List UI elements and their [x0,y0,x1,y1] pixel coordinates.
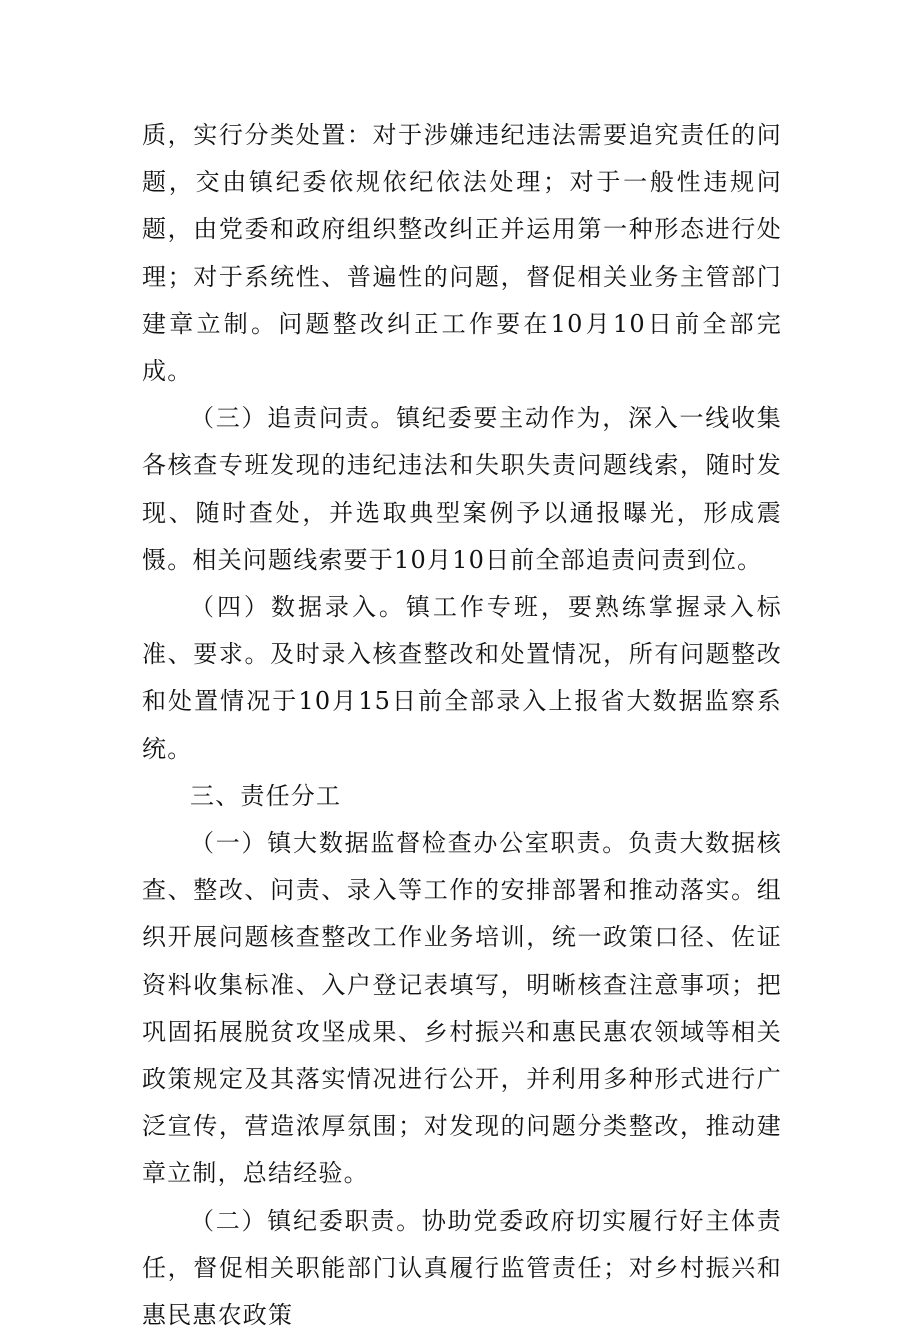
paragraph-continuation: 质，实行分类处置：对于涉嫌违纪违法需要追究责任的问题，交由镇纪委依规依纪依法处理；对于一般性违规问题，由党委和政府组织整改纠正并运用第一种形态进行处理；对于系统性、普遍性的问题，督促相关业务主管部门建章立制。问题整改纠正工作要在10月10日前全部完成。 [142,121,782,386]
paragraph-commission-duties: （二）镇纪委职责。协助党委政府切实履行好主体责任，督促相关职能部门认真履行监管责任；对乡村振兴和惠民惠农政策 [142,1206,782,1330]
paragraph-office-duties: （一）镇大数据监督检查办公室职责。负责大数据核查、整改、问责、录入等工作的安排部署和推动落实。组织开展问题核查整改工作业务培训，统一政策口径、佐证资料收集标准、入户登记表填写，明晰核查注意事项；把巩固拓展脱贫攻坚成果、乡村振兴和惠民惠农领域等相关政策规定及其落实情况进行公开，并利用多种形式进行广泛宣传，营造浓厚氛围；对发现的问题分类整改，推动建章立制，总结经验。 [142,829,782,1188]
section-heading: 三、责任分工 [190,781,342,810]
paragraph-data-entry: （四）数据录入。镇工作专班，要熟练掌握录入标准、要求。及时录入核查整改和处置情况，所有问题整改和处置情况于10月15日前全部录入上报省大数据监察系统。 [142,593,782,763]
paragraph-accountability: （三）追责问责。镇纪委要主动作为，深入一线收集各核查专班发现的违纪违法和失职失责问题线索，随时发现、随时查处，并选取典型案例予以通报曝光，形成震慑。相关问题线索要于10月10日前全部追责问责到位。 [142,404,782,574]
